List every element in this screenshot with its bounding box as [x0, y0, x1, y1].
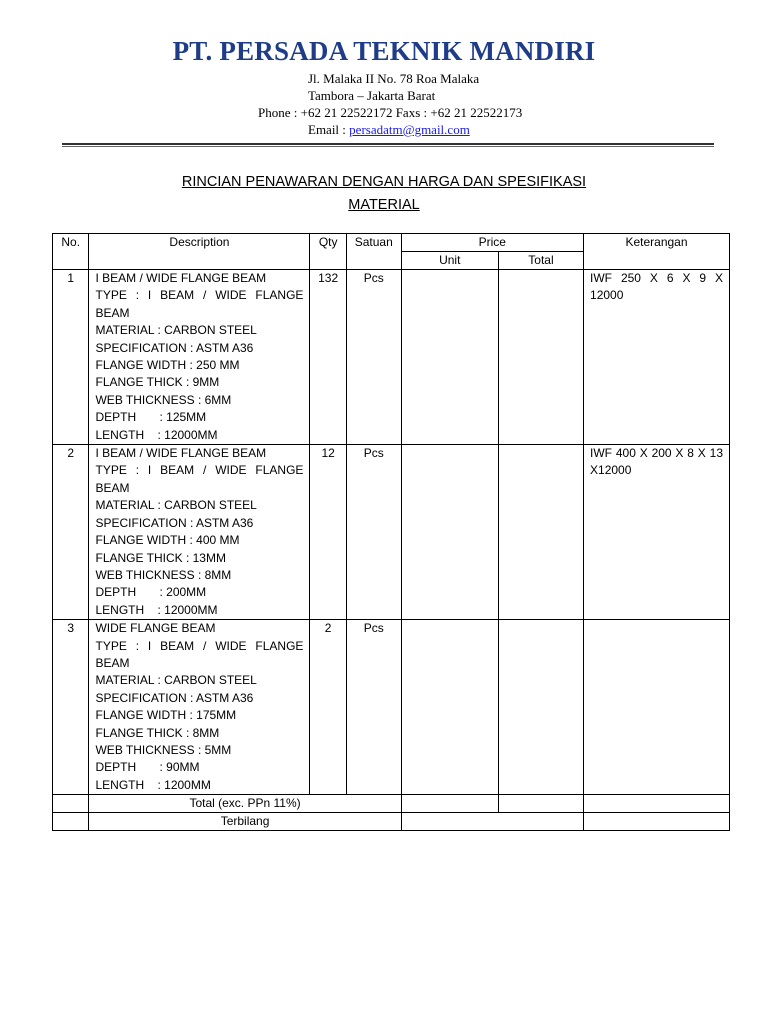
terbilang-value-cell — [401, 813, 583, 831]
row-total-price — [498, 620, 583, 795]
desc-flange-width: FLANGE WIDTH : 250 MM — [95, 358, 240, 373]
desc-type: TYPE : I BEAM / WIDE FLANGE — [95, 463, 304, 478]
row-satuan: Pcs — [346, 620, 401, 795]
desc-length: LENGTH : 12000MM — [95, 602, 218, 617]
desc-flange-width: FLANGE WIDTH : 175MM — [95, 708, 237, 723]
header-divider — [62, 143, 714, 147]
quotation-table — [52, 233, 730, 831]
desc-flange-thick: FLANGE THICK : 13MM — [95, 550, 226, 565]
desc-type: TYPE : I BEAM / WIDE FLANGE — [95, 288, 304, 303]
desc-length: LENGTH : 1200MM — [95, 777, 211, 792]
row-unit-price — [401, 620, 498, 795]
desc-material: MATERIAL : CARBON STEEL — [95, 498, 257, 513]
desc-depth: DEPTH : 90MM — [95, 760, 200, 775]
total-total-cell — [498, 795, 583, 813]
desc-depth: DEPTH : 200MM — [95, 585, 207, 600]
row-qty: 2 — [310, 620, 346, 795]
desc-title: WIDE FLANGE BEAM — [95, 621, 216, 636]
row-keterangan — [584, 620, 730, 795]
email-label: Email : — [308, 122, 350, 137]
row-qty: 132 — [310, 270, 346, 445]
desc-material: MATERIAL : CARBON STEEL — [95, 673, 257, 688]
desc-length: LENGTH : 12000MM — [95, 427, 218, 442]
desc-depth: DEPTH : 125MM — [95, 410, 207, 425]
desc-title: I BEAM / WIDE FLANGE BEAM — [95, 271, 267, 285]
row-satuan: Pcs — [346, 270, 401, 445]
row-no: 3 — [53, 620, 89, 795]
total-label: Total (exc. PPn 11%) — [89, 795, 401, 813]
row-unit-price — [401, 445, 498, 620]
desc-type-cont: BEAM — [95, 655, 130, 670]
total-row-no-cell — [53, 795, 89, 813]
header-keterangan: Keterangan — [584, 234, 730, 270]
header-satuan: Satuan — [346, 234, 401, 270]
table-row — [53, 620, 730, 795]
email-link[interactable]: persadatm@gmail.com — [349, 122, 470, 137]
total-unit-cell — [401, 795, 498, 813]
desc-web-thickness: WEB THICKNESS : 6MM — [95, 392, 232, 407]
row-satuan: Pcs — [346, 445, 401, 620]
desc-title: I BEAM / WIDE FLANGE BEAM — [95, 446, 267, 461]
phone-fax-line: Phone : +62 21 22522172 Faxs : +62 21 22522173 — [258, 105, 523, 120]
document-title-line-1: RINCIAN PENAWARAN DENGAN HARGA DAN SPESIFIKASI — [181, 174, 587, 190]
desc-type-cont: BEAM — [95, 305, 130, 320]
row-no: 1 — [53, 270, 89, 445]
header-no: No. — [53, 234, 89, 270]
row-qty: 12 — [310, 445, 346, 620]
row-unit-price — [401, 270, 498, 445]
desc-web-thickness: WEB THICKNESS : 5MM — [95, 742, 232, 757]
table-row — [53, 445, 730, 620]
desc-type-cont: BEAM — [95, 480, 130, 495]
row-description — [89, 270, 310, 445]
header-qty: Qty — [310, 234, 346, 270]
row-keterangan: IWF 400 X 200 X 8 X 13 X12000 — [584, 445, 730, 620]
desc-spec: SPECIFICATION : ASTM A36 — [95, 515, 254, 530]
email-line — [308, 121, 470, 138]
desc-flange-thick: FLANGE THICK : 8MM — [95, 725, 220, 740]
address-line-1: Jl. Malaka II No. 78 Roa Malaka — [308, 71, 480, 86]
terbilang-row-no-cell — [53, 813, 89, 831]
header-unit: Unit — [401, 252, 498, 270]
table-row — [53, 270, 730, 445]
row-description — [89, 620, 310, 795]
desc-flange-thick: FLANGE THICK : 9MM — [95, 375, 220, 390]
terbilang-label: Terbilang — [89, 813, 401, 831]
desc-material: MATERIAL : CARBON STEEL — [95, 323, 257, 338]
header-total: Total — [498, 252, 583, 270]
header-description: Description — [89, 234, 310, 270]
terbilang-row — [53, 813, 730, 831]
total-row — [53, 795, 730, 813]
row-keterangan: IWF 250 X 6 X 9 X 12000 — [584, 270, 730, 445]
row-no: 2 — [53, 445, 89, 620]
address-line-2: Tambora – Jakarta Barat — [308, 88, 436, 103]
document-title-line-2: MATERIAL — [348, 197, 420, 213]
terbilang-keterangan-cell — [584, 813, 730, 831]
row-total-price — [498, 270, 583, 445]
desc-spec: SPECIFICATION : ASTM A36 — [95, 340, 254, 355]
row-total-price — [498, 445, 583, 620]
row-description — [89, 445, 310, 620]
desc-flange-width: FLANGE WIDTH : 400 MM — [95, 533, 240, 548]
desc-type: TYPE : I BEAM / WIDE FLANGE — [95, 638, 304, 653]
total-keterangan-cell — [584, 795, 730, 813]
header-price: Price — [401, 234, 583, 252]
desc-spec: SPECIFICATION : ASTM A36 — [95, 690, 254, 705]
company-name: PT. PERSADA TEKNIK MANDIRI — [172, 36, 596, 66]
desc-web-thickness: WEB THICKNESS : 8MM — [95, 567, 232, 582]
